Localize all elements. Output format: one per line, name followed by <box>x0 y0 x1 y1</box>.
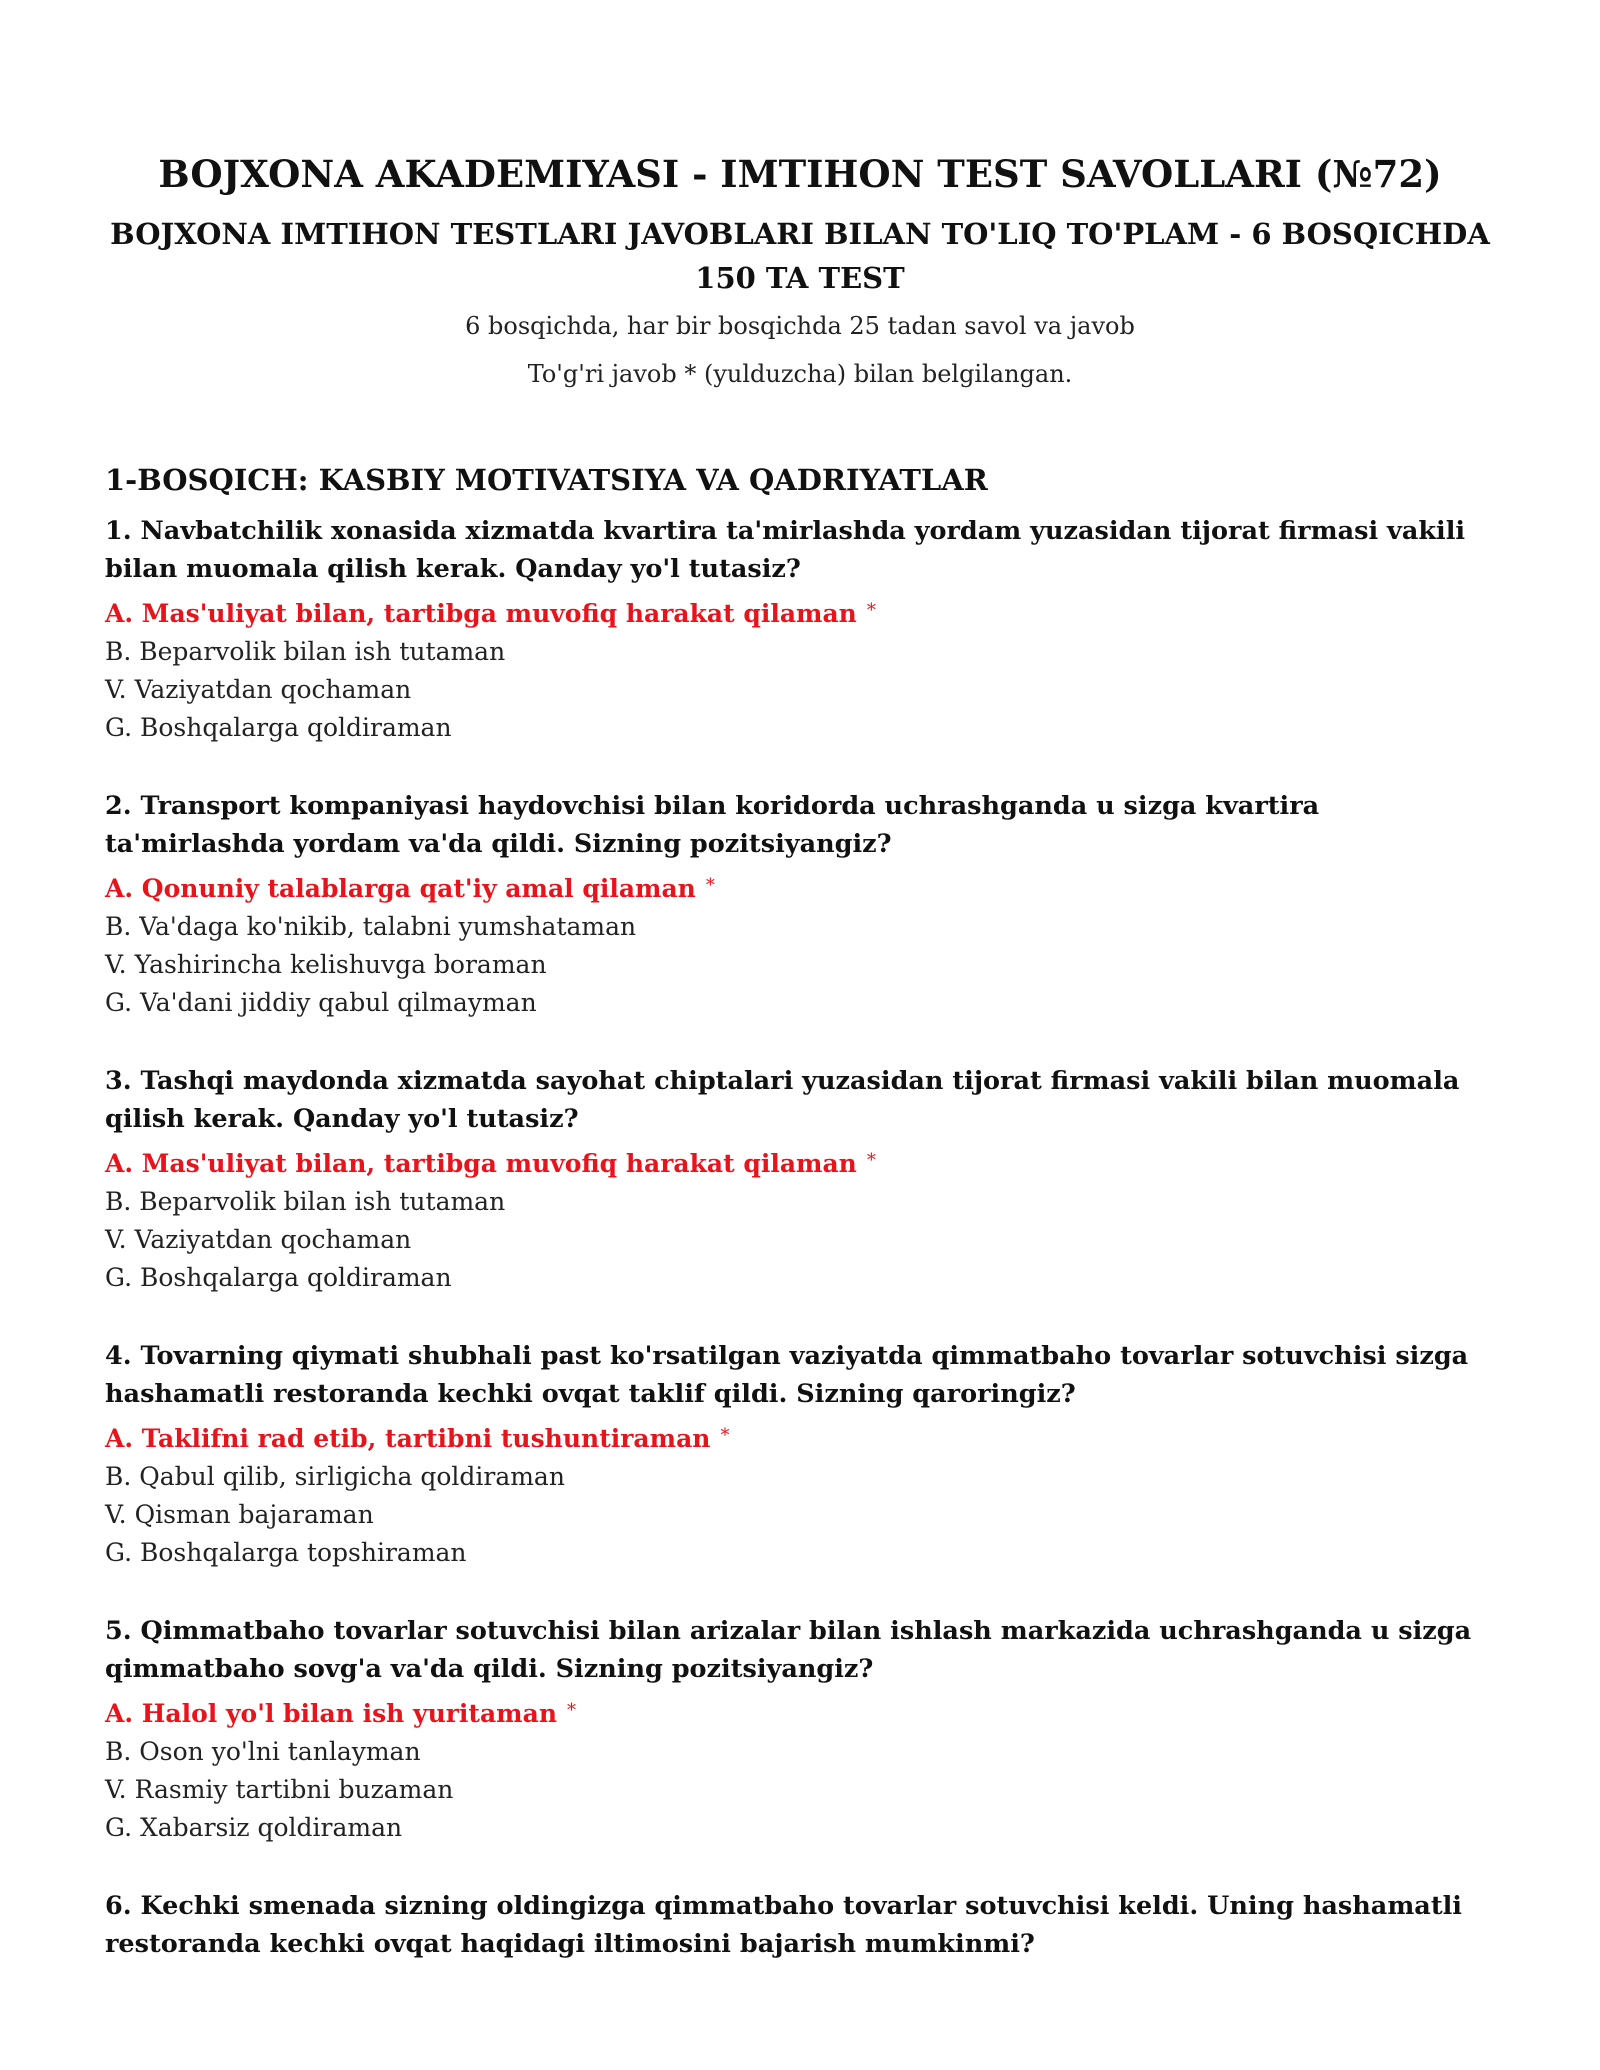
answer-option: V. Yashirincha kelishuvga boraman <box>105 950 547 979</box>
question-text: 1. Navbatchilik xonasida xizmatda kvartira ta'mirlashda yordam yuzasidan tijorat firmasi vakili bilan muomala qilish kerak. Qanday yo'l tutasiz? <box>105 516 1466 584</box>
answer-option: V. Rasmiy tartibni buzaman <box>105 1775 454 1804</box>
question-item <box>105 1887 1495 1963</box>
answer-option-correct <box>105 1142 1495 1183</box>
question-text: 4. Tovarning qiymati shubhali past ko'rsatilgan vaziyatda qimmatbaho tovarlar sotuvchisi sizga hashamatli restoranda kechki ovqat taklif qildi. Sizning qaroringiz? <box>105 1341 1469 1409</box>
answer-option: B. Qabul qilib, sirligicha qoldiraman <box>105 1462 565 1491</box>
answer-option: G. Va'dani jiddiy qabul qilmayman <box>105 988 537 1017</box>
document-subtitle: BOJXONA IMTIHON TESTLARI JAVOBLARI BILAN TO'LIQ TO'PLAM - 6 BOSQICHDA 150 TA TEST <box>110 217 1490 295</box>
answer-option: V. Vaziyatdan qochaman <box>105 1225 412 1254</box>
question-item <box>105 1337 1495 1572</box>
answer-option: V. Vaziyatdan qochaman <box>105 675 412 704</box>
question-item <box>105 1062 1495 1297</box>
question-text: 5. Qimmatbaho tovarlar sotuvchisi bilan arizalar bilan ishlash markazida uchrashganda u sizga qimmatbaho sovg'a va'da qildi. Sizning pozitsiyangiz? <box>105 1616 1472 1684</box>
answer-option: G. Boshqalarga topshiraman <box>105 1538 467 1567</box>
answer-option-correct <box>105 1417 1495 1458</box>
answer-option-label: A. Halol yo'l bilan ish yuritaman <box>105 1699 558 1728</box>
answer-option: V. Qisman bajaraman <box>105 1500 374 1529</box>
answer-option-label: A. Qonuniy talablarga qat'iy amal qilaman <box>105 874 696 903</box>
document-title: BOJXONA AKADEMIYASI - IMTIHON TEST SAVOLLARI (№72) <box>158 152 1442 196</box>
correct-star-marker: * <box>720 1425 730 1446</box>
correct-star-marker: * <box>866 600 876 621</box>
answer-option-label: A. Taklifni rad etib, tartibni tushuntiraman <box>105 1424 711 1453</box>
answer-option-correct <box>105 592 1495 633</box>
question-item <box>105 787 1495 1022</box>
document-note-line: To'g'ri javob * (yulduzcha) bilan belgilangan. <box>527 360 1073 388</box>
answer-option-label: A. Mas'uliyat bilan, tartibga muvofiq harakat qilaman <box>105 599 857 628</box>
answer-option: G. Boshqalarga qoldiraman <box>105 1263 452 1292</box>
answer-option-label: A. Mas'uliyat bilan, tartibga muvofiq harakat qilaman <box>105 1149 857 1178</box>
question-text: 3. Tashqi maydonda xizmatda sayohat chiptalari yuzasidan tijorat firmasi vakili bilan muomala qilish kerak. Qanday yo'l tutasiz? <box>105 1066 1460 1134</box>
answer-option: B. Beparvolik bilan ish tutaman <box>105 637 506 666</box>
answer-option-correct <box>105 867 1495 908</box>
correct-star-marker: * <box>567 1700 577 1721</box>
correct-star-marker: * <box>866 1150 876 1171</box>
correct-star-marker: * <box>705 875 715 896</box>
answer-option: B. Beparvolik bilan ish tutaman <box>105 1187 506 1216</box>
answer-option-correct <box>105 1692 1495 1733</box>
question-text: 2. Transport kompaniyasi haydovchisi bilan koridorda uchrashganda u sizga kvartira ta'mirlashda yordam va'da qildi. Sizning pozitsiyangiz? <box>105 791 1320 859</box>
question-text: 6. Kechki smenada sizning oldingizga qimmatbaho tovarlar sotuvchisi keldi. Uning hashamatli restoranda kechki ovqat haqidagi iltimosini bajarish mumkinmi? <box>105 1891 1462 1959</box>
question-item <box>105 512 1495 747</box>
answer-option: B. Oson yo'lni tanlayman <box>105 1737 421 1766</box>
answer-option: G. Boshqalarga qoldiraman <box>105 713 452 742</box>
stage-heading: 1-BOSQICH: KASBIY MOTIVATSIYA VA QADRIYATLAR <box>105 463 988 497</box>
document-info-line: 6 bosqichda, har bir bosqichda 25 tadan savol va javob <box>465 312 1135 340</box>
answer-option: B. Va'daga ko'nikib, talabni yumshataman <box>105 912 637 941</box>
question-item <box>105 1612 1495 1847</box>
answer-option: G. Xabarsiz qoldiraman <box>105 1813 403 1842</box>
